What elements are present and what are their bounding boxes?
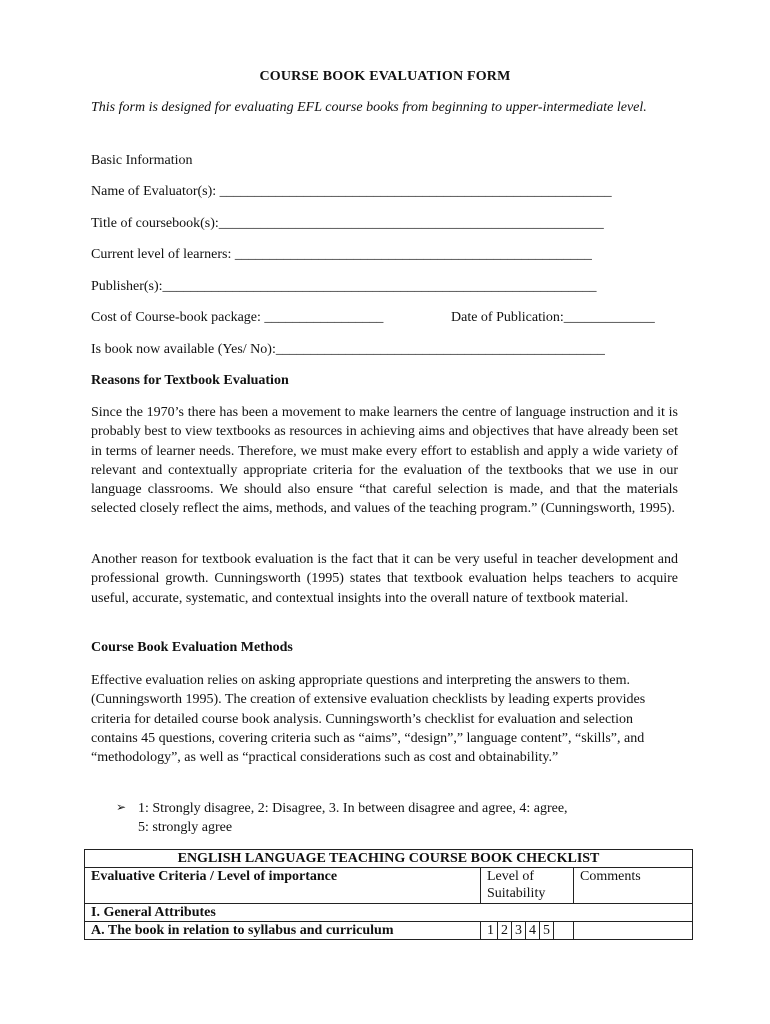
coursebook-title-field[interactable]: Title of coursebook(s):_______________________________________________________ [91, 216, 604, 231]
scale-option-3[interactable]: 3 [511, 922, 525, 939]
scale-option-4[interactable]: 4 [525, 922, 539, 939]
evaluator-field[interactable]: Name of Evaluator(s): ________________________________________________________ [91, 184, 612, 199]
comments-cell[interactable] [574, 922, 693, 940]
suitability-header-line-2: Suitability [487, 886, 546, 901]
reasons-heading: Reasons for Textbook Evaluation [91, 373, 289, 388]
section-general-attributes: I. General Attributes [85, 904, 693, 922]
scale-option-2[interactable]: 2 [497, 922, 511, 939]
reasons-paragraph-1: Since the 1970’s there has been a movement to make learners the centre of language instruction and it is probably best to view textbooks as resources in achieving aims and objectives that have already been set in terms of learner needs. Therefore, we must make every effort to establish and apply a wide variety of relevant and contextually appropriate criteria for the evaluation of the textbooks that we use in our language classrooms. We should also ensure “that careful selection is made, and that the materials selected closely reflect the aims, methods, and values of the teaching program.” (Cunningsworth, 1995). [91, 405, 678, 517]
scale-option-1[interactable]: 1 [487, 923, 494, 938]
suitability-column-header [481, 868, 574, 904]
basic-info-label: Basic Information [91, 153, 193, 168]
comments-column-header: Comments [574, 868, 693, 904]
scale-option-5[interactable]: 5 [539, 922, 554, 939]
scale-legend-line-2: 5: strongly agree [138, 820, 233, 835]
page-title: COURSE BOOK EVALUATION FORM [259, 69, 511, 84]
publication-date-field[interactable]: Date of Publication:_____________ [451, 310, 655, 325]
checklist-title: ENGLISH LANGUAGE TEACHING COURSE BOOK CHECKLIST [85, 850, 693, 868]
publisher-field[interactable]: Publisher(s):______________________________________________________________ [91, 279, 597, 294]
suitability-header-line-1: Level of [487, 869, 535, 884]
arrow-bullet-icon: ➢ [116, 800, 127, 814]
intro-text: This form is designed for evaluating EFL course books from beginning to upper-intermediate level. [91, 100, 647, 115]
cost-field[interactable]: Cost of Course-book package: _________________ [91, 310, 384, 325]
scale-legend-line-1: 1: Strongly disagree, 2: Disagree, 3. In between disagree and agree, 4: agree, [138, 801, 568, 816]
availability-field[interactable]: Is book now available (Yes/ No):_______________________________________________ [91, 342, 605, 357]
row-syllabus-curriculum: A. The book in relation to syllabus and curriculum [85, 922, 481, 940]
reasons-paragraph-2: Another reason for textbook evaluation is the fact that it can be very useful in teacher development and professional growth. Cunningsworth (1995) states that textbook evaluation helps teachers to acquire useful, accurate, systematic, and contextual insights into the overall nature of textbook material. [91, 552, 678, 606]
checklist-table [84, 849, 693, 940]
learner-level-field[interactable]: Current level of learners: ___________________________________________________ [91, 247, 592, 262]
methods-heading: Course Book Evaluation Methods [91, 640, 293, 655]
criteria-column-header: Evaluative Criteria / Level of importance [85, 868, 481, 904]
suitability-scale [481, 922, 574, 940]
methods-paragraph: Effective evaluation relies on asking appropriate questions and interpreting the answers to them.(Cunningsworth 1995). The creation of extensive evaluation checklists by leading experts provides criteria for detailed course book analysis. Cunningsworth’s checklist for evaluation and selection contains 45 questions, covering criteria such as “aims”, “design”,” language content”, “skills”, and “methodology”, as well as “practical considerations such as cost and obtainability.” [91, 673, 646, 766]
